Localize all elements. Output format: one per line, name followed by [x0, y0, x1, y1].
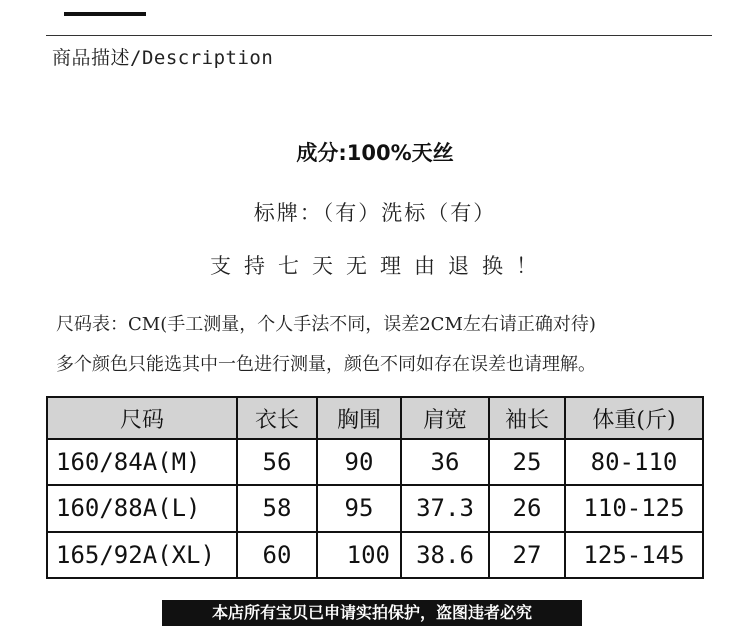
header-chest: 胸围: [317, 397, 401, 439]
header-weight: 体重(斤): [565, 397, 703, 439]
header-sleeve: 袖长: [489, 397, 565, 439]
cell-chest: 95: [317, 485, 401, 531]
table-row: [47, 485, 703, 531]
cell-length: 60: [237, 532, 317, 578]
cell-weight: 125-145: [565, 532, 703, 578]
brand-label-line: 标牌：（有）洗标（有）: [253, 201, 497, 225]
size-table: [46, 396, 704, 579]
header-length: 衣长: [237, 397, 317, 439]
cell-sleeve: 27: [489, 532, 565, 578]
cell-chest: 100: [317, 532, 401, 578]
cell-shoulder: 37.3: [401, 485, 489, 531]
cell-shoulder: 36: [401, 439, 489, 485]
cell-sleeve: 26: [489, 485, 565, 531]
size-note: 尺码表：CM(手工测量，个人手法不同，误差2CM左右请正确对待): [56, 314, 596, 335]
cell-length: 56: [237, 439, 317, 485]
section-title: 商品描述/Description: [52, 47, 274, 69]
cell-size: 165/92A(XL): [47, 532, 237, 578]
cell-length: 58: [237, 485, 317, 531]
copyright-notice-banner: 本店所有宝贝已申请实拍保护，盗图违者必究: [162, 600, 582, 626]
table-row: [47, 532, 703, 578]
size-table-header-row: [47, 397, 703, 439]
header-accent-bar: [64, 12, 146, 16]
cell-size: 160/84A(M): [47, 439, 237, 485]
cell-weight: 80-110: [565, 439, 703, 485]
cell-sleeve: 25: [489, 439, 565, 485]
cell-weight: 110-125: [565, 485, 703, 531]
header-shoulder: 肩宽: [401, 397, 489, 439]
header-divider: [46, 35, 712, 36]
table-row: [47, 439, 703, 485]
composition-text: 成分:100%天丝: [296, 141, 454, 165]
header-size: 尺码: [47, 397, 237, 439]
cell-chest: 90: [317, 439, 401, 485]
color-note: 多个颜色只能选其中一色进行测量，颜色不同如存在误差也请理解。: [56, 354, 596, 375]
exchange-policy: 支持七天无理由退换！: [210, 254, 550, 278]
cell-size: 160/88A(L): [47, 485, 237, 531]
cell-shoulder: 38.6: [401, 532, 489, 578]
